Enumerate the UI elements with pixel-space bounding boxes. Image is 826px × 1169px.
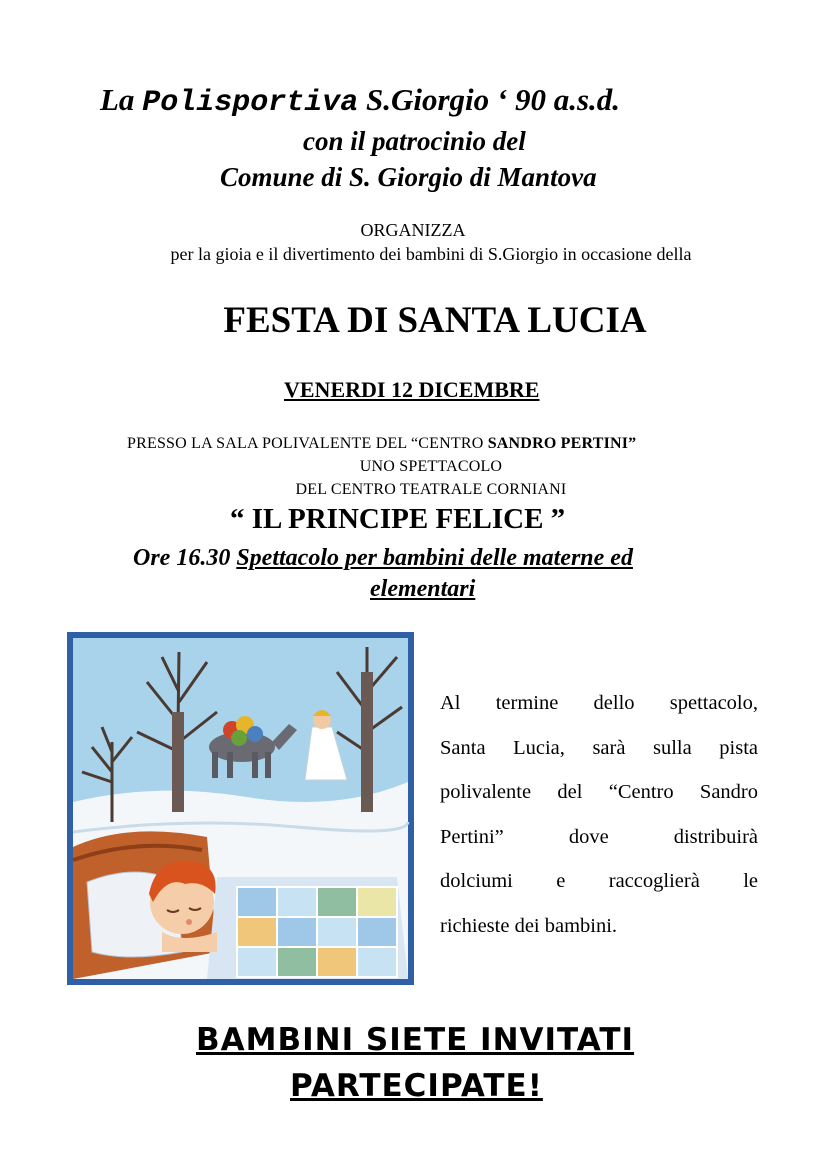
audience-line-1: Spettacolo per bambini delle materne ed [236,545,633,571]
event-title: FESTA DI SANTA LUCIA [223,300,647,341]
show-time-line [133,545,633,572]
info-paragraph [440,681,758,948]
paragraph-line: richieste dei bambini. [440,914,618,937]
purpose-line: per la gioia e il divertimento dei bambini di S.Giorgio in occasione della [170,244,692,264]
illustration-icon [67,632,414,985]
patronage-line: con il patrocinio del [303,126,526,156]
show-line-1: UNO SPETTACOLO [359,458,503,475]
location-bold: SANDRO PERTINI” [487,435,637,452]
org-title-part1: La [100,82,143,117]
show-time: Ore 16.30 [133,545,237,571]
comune-line: Comune di S. Giorgio di Mantova [220,162,597,192]
invite-line-2: PARTECIPATE! [290,1068,543,1104]
event-date: VENERDI 12 DICEMBRE [284,377,540,402]
org-title-part2: S.Giorgio ‘ 90 a.s.d. [358,82,621,117]
org-title-mono: Polisportiva [142,86,359,120]
organizza-label: ORGANIZZA [360,220,466,240]
audience-line-2: elementari [370,576,476,602]
location-prefix: PRESSO LA SALA POLIVALENTE DEL “CENTRO [127,435,488,452]
location-line [127,435,636,453]
organization-title [100,82,620,120]
paragraph-line: Al termine dello spettacolo, [440,692,758,714]
show-title: “ IL PRINCIPE FELICE ” [230,503,566,535]
santa-lucia-illustration [67,632,414,985]
paragraph-line: Pertini” dove distribuirà [440,825,758,848]
invite-line-1: BAMBINI SIETE INVITATI [196,1022,635,1058]
show-line-2: DEL CENTRO TEATRALE CORNIANI [295,481,567,498]
paragraph-line: polivalente del “Centro Sandro [440,781,758,803]
paragraph-line: dolciumi e raccoglierà le [440,870,758,892]
paragraph-line: Santa Lucia, sarà sulla pista [440,736,758,759]
